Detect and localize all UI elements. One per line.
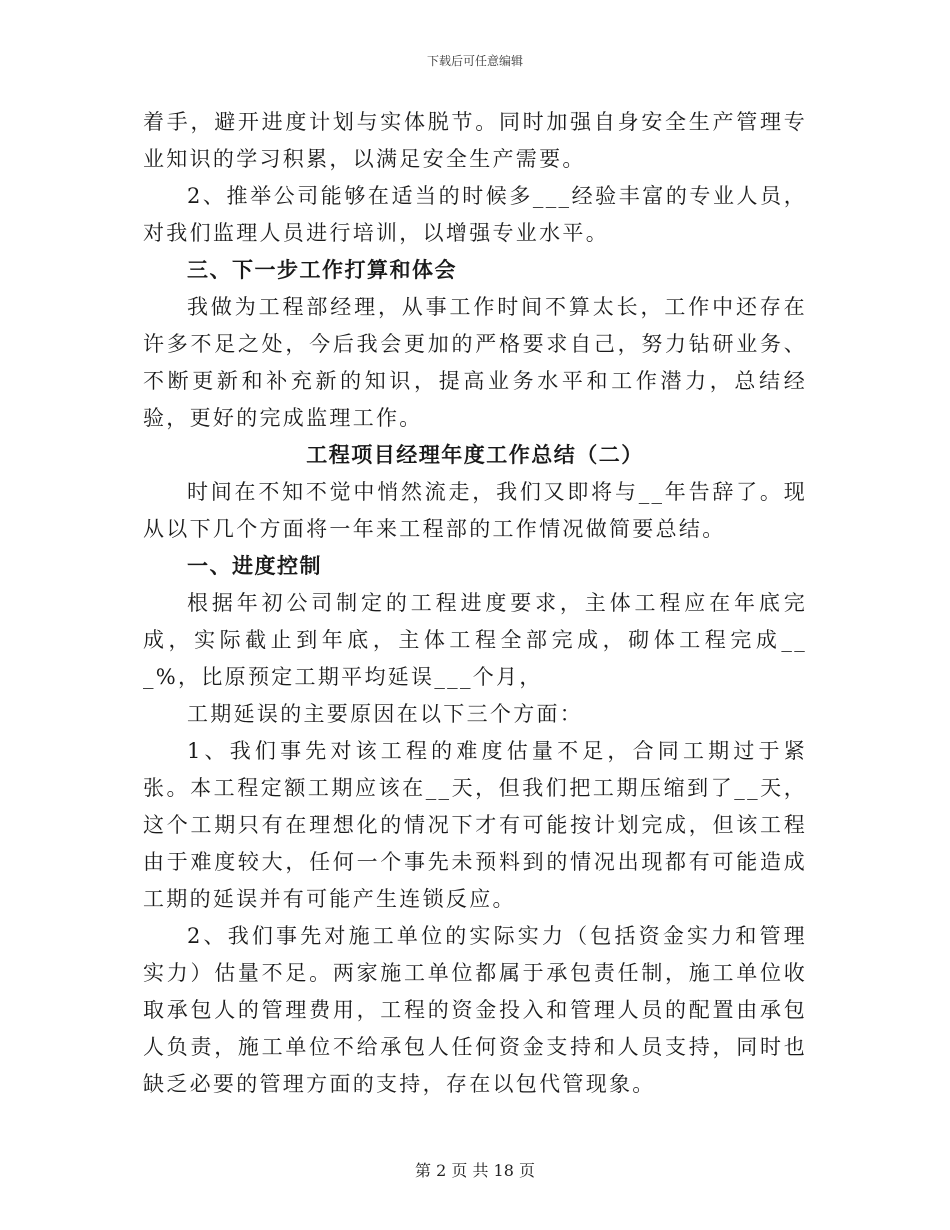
page-footer: 第 2 页 共 18 页 [415, 1161, 535, 1180]
document-title: 工程项目经理年度工作总结（二） [306, 443, 644, 467]
paragraph-suggestion-2: 2、推举公司能够在适当的时候多___经验丰富的专业人员，对我们监理人员进行培训，以增强专业水平。 [143, 184, 807, 245]
page-header: 下载后可任意编辑 [426, 54, 523, 68]
paragraph-next-steps: 我做为工程部经理，从事工作时间不算太长，工作中还存在许多不足之处，今后我会更加的严格要求自己，努力钻研业务、不断更新和补充新的知识，提高业务水平和工作潜力，总结经验，更好的完成监理工作。 [143, 295, 807, 430]
document-body [143, 104, 807, 1103]
paragraph-intro: 时间在不知不觉中悄然流走，我们又即将与__年告辞了。现从以下几个方面将一年来工程部的工作情况做简要总结。 [143, 480, 807, 541]
paragraph-continuation: 着手，避开进度计划与实体脱节。同时加强自身安全生产管理专业知识的学习积累，以满足安全生产需要。 [143, 110, 807, 171]
paragraph-reason-2: 2、我们事先对施工单位的实际实力（包括资金实力和管理实力）估量不足。两家施工单位都属于承包责任制，施工单位收取承包人的管理费用，工程的资金投入和管理人员的配置由承包人负责，施工单位不给承包人任何资金支持和人员支持，同时也缺乏必要的管理方面的支持，存在以包代管现象。 [143, 924, 807, 1096]
paragraph-delay-reasons: 工期延误的主要原因在以下三个方面： [187, 702, 584, 726]
paragraph-reason-1: 1、我们事先对该工程的难度估量不足，合同工期过于紧张。本工程定额工期应该在__天，但我们把工期压缩到了__天，这个工期只有在理想化的情况下才有可能按计划完成，但该工程由于难度较大，任何一个事先未预料到的情况出现都有可能造成工期的延误并有可能产生连锁反应。 [143, 739, 807, 911]
paragraph-progress: 根据年初公司制定的工程进度要求，主体工程应在年底完成，实际截止到年底，主体工程全部完成，砌体工程完成___%，比原预定工期平均延误___个月， [143, 591, 807, 689]
section-heading-progress-control: 一、进度控制 [187, 554, 322, 578]
section-heading-next-steps: 三、下一步工作打算和体会 [187, 258, 457, 282]
